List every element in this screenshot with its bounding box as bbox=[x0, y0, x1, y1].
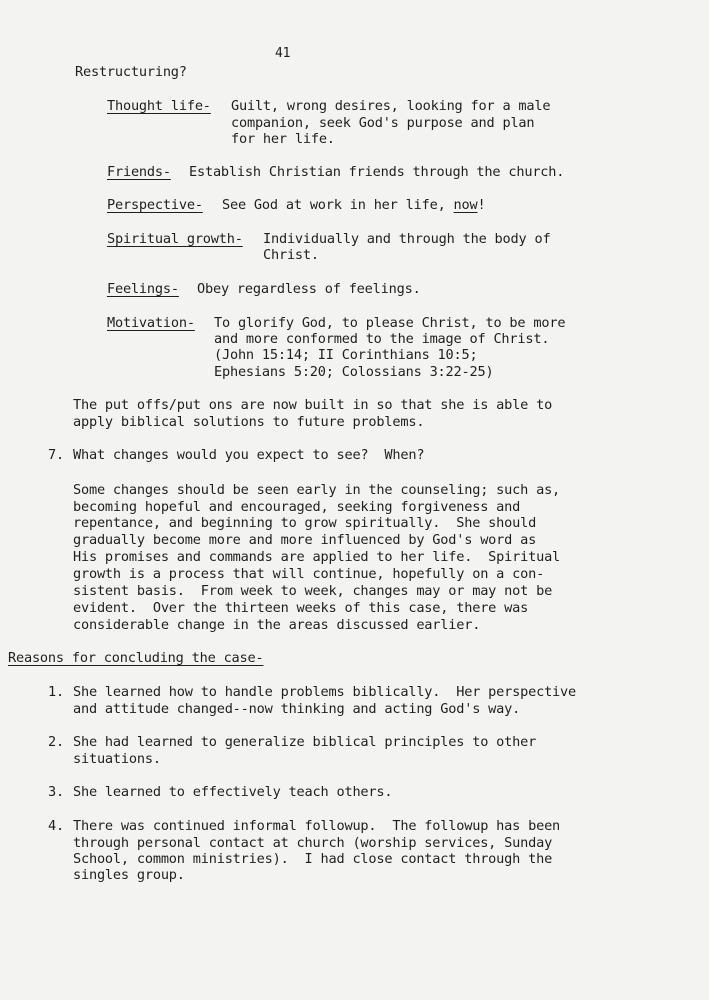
summary-line: The put offs/put ons are now built in so that she is able to bbox=[73, 397, 553, 413]
question-text: What changes would you expect to see? When? bbox=[73, 447, 425, 463]
answer-line: gradually become more and more influenced by God's word as bbox=[73, 532, 537, 548]
page-number: 41 bbox=[275, 46, 291, 61]
restructuring-heading: Restructuring? bbox=[75, 64, 187, 80]
reasons-heading: Reasons for concluding the case- bbox=[8, 650, 264, 666]
reason-line: School, common ministries). I had close contact through the bbox=[73, 851, 553, 867]
perspective-text bbox=[222, 197, 485, 214]
reason-line: situations. bbox=[73, 751, 161, 767]
feelings-label: Feelings- bbox=[107, 281, 179, 297]
motivation-line: (John 15:14; II Corinthians 10:5; bbox=[214, 347, 478, 363]
answer-line: sistent basis. From week to week, changes may or may not be bbox=[73, 583, 553, 599]
perspective-text-after: ! bbox=[477, 197, 486, 213]
motivation-line: and more conformed to the image of Christ. bbox=[214, 331, 550, 347]
reason-line: singles group. bbox=[73, 867, 185, 883]
feelings-text: Obey regardless of feelings. bbox=[197, 281, 421, 297]
reason-line: through personal contact at church (worship services, Sunday bbox=[73, 835, 553, 851]
reason-number: 2. bbox=[48, 734, 64, 750]
summary-line: apply biblical solutions to future problems. bbox=[73, 414, 425, 430]
reason-line: There was continued informal followup. The followup has been bbox=[73, 818, 561, 834]
answer-line: Some changes should be seen early in the counseling; such as, bbox=[73, 482, 561, 498]
thought-life-line: for her life. bbox=[231, 131, 335, 147]
reason-number: 4. bbox=[48, 818, 64, 834]
thought-life-line: Guilt, wrong desires, looking for a male bbox=[231, 98, 551, 114]
motivation-line: Ephesians 5:20; Colossians 3:22-25) bbox=[214, 364, 494, 380]
spiritual-growth-line: Christ. bbox=[263, 247, 319, 263]
reason-line: She learned to effectively teach others. bbox=[73, 784, 393, 800]
spiritual-growth-line: Individually and through the body of bbox=[263, 231, 551, 247]
thought-life-label: Thought life- bbox=[107, 98, 211, 114]
answer-line: growth is a process that will continue, hopefully on a con- bbox=[73, 566, 545, 582]
reason-number: 3. bbox=[48, 784, 64, 800]
answer-line: evident. Over the thirteen weeks of this case, there was bbox=[73, 600, 529, 616]
spiritual-growth-label: Spiritual growth- bbox=[107, 231, 243, 247]
perspective-label: Perspective- bbox=[107, 197, 203, 213]
thought-life-line: companion, seek God's purpose and plan bbox=[231, 115, 535, 131]
reason-line: She had learned to generalize biblical principles to other bbox=[73, 734, 537, 750]
reason-line: She learned how to handle problems biblically. Her perspective bbox=[73, 684, 577, 700]
reason-number: 1. bbox=[48, 684, 64, 700]
friends-text: Establish Christian friends through the church. bbox=[189, 164, 565, 180]
answer-line: becoming hopeful and encouraged, seeking forgiveness and bbox=[73, 499, 521, 515]
motivation-label: Motivation- bbox=[107, 315, 195, 331]
answer-line: repentance, and beginning to grow spiritually. She should bbox=[73, 515, 537, 531]
perspective-text-before: See God at work in her life, bbox=[222, 197, 454, 213]
answer-line: His promises and commands are applied to her life. Spiritual bbox=[73, 549, 561, 565]
perspective-now: now bbox=[453, 197, 478, 213]
friends-label: Friends- bbox=[107, 164, 171, 180]
question-number: 7. bbox=[48, 447, 64, 463]
motivation-line: To glorify God, to please Christ, to be more bbox=[214, 315, 566, 331]
answer-line: considerable change in the areas discussed earlier. bbox=[73, 617, 481, 633]
reason-line: and attitude changed--now thinking and acting God's way. bbox=[73, 701, 521, 717]
